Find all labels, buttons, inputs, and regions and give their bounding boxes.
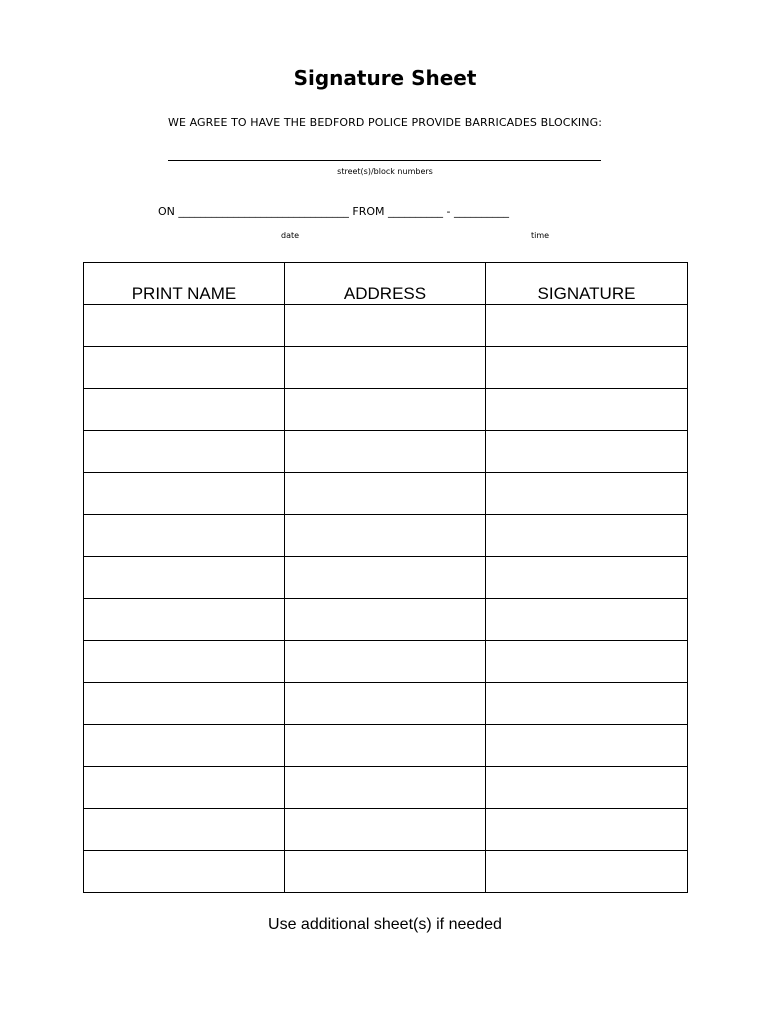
- signature-cell[interactable]: [486, 725, 688, 767]
- print-name-cell[interactable]: [84, 347, 285, 389]
- address-cell[interactable]: [285, 599, 486, 641]
- address-cell[interactable]: [285, 557, 486, 599]
- table-row: [84, 473, 688, 515]
- date-label: date: [281, 231, 300, 240]
- column-header-address: ADDRESS: [285, 263, 486, 305]
- table-row: [84, 683, 688, 725]
- column-header-print-name: PRINT NAME: [84, 263, 285, 305]
- signature-cell[interactable]: [486, 515, 688, 557]
- signature-cell[interactable]: [486, 431, 688, 473]
- table-row: [84, 641, 688, 683]
- streets-blank-line[interactable]: [168, 160, 601, 161]
- print-name-cell[interactable]: [84, 683, 285, 725]
- print-name-cell[interactable]: [84, 599, 285, 641]
- table-row: [84, 557, 688, 599]
- address-cell[interactable]: [285, 683, 486, 725]
- signature-table: [83, 262, 688, 893]
- print-name-cell[interactable]: [84, 851, 285, 893]
- table-row: [84, 389, 688, 431]
- address-cell[interactable]: [285, 347, 486, 389]
- footer-note: Use additional sheet(s) if needed: [268, 916, 502, 933]
- print-name-cell[interactable]: [84, 557, 285, 599]
- agreement-text: WE AGREE TO HAVE THE BEDFORD POLICE PROVIDE BARRICADES BLOCKING:: [167, 116, 603, 129]
- signature-cell[interactable]: [486, 389, 688, 431]
- print-name-cell[interactable]: [84, 809, 285, 851]
- print-name-cell[interactable]: [84, 641, 285, 683]
- print-name-cell[interactable]: [84, 473, 285, 515]
- address-cell[interactable]: [285, 851, 486, 893]
- address-cell[interactable]: [285, 725, 486, 767]
- streets-label: street(s)/block numbers: [337, 167, 433, 176]
- print-name-cell[interactable]: [84, 515, 285, 557]
- signature-cell[interactable]: [486, 347, 688, 389]
- address-cell[interactable]: [285, 641, 486, 683]
- signature-table-body: [84, 305, 688, 893]
- address-cell[interactable]: [285, 515, 486, 557]
- signature-cell[interactable]: [486, 599, 688, 641]
- signature-cell[interactable]: [486, 305, 688, 347]
- time-label: time: [531, 231, 550, 240]
- print-name-cell[interactable]: [84, 305, 285, 347]
- table-row: [84, 767, 688, 809]
- table-row: [84, 431, 688, 473]
- table-row: [84, 515, 688, 557]
- document-title: Signature Sheet: [293, 66, 477, 90]
- print-name-cell[interactable]: [84, 725, 285, 767]
- address-cell[interactable]: [285, 767, 486, 809]
- table-row: [84, 347, 688, 389]
- signature-cell[interactable]: [486, 641, 688, 683]
- address-cell[interactable]: [285, 473, 486, 515]
- table-row: [84, 305, 688, 347]
- print-name-cell[interactable]: [84, 389, 285, 431]
- table-row: [84, 599, 688, 641]
- table-header-row: [84, 263, 688, 305]
- table-row: [84, 851, 688, 893]
- schedule-line: ON _______________________________ FROM __________ - __________: [158, 205, 509, 218]
- column-header-signature: SIGNATURE: [486, 263, 688, 305]
- signature-cell[interactable]: [486, 767, 688, 809]
- address-cell[interactable]: [285, 389, 486, 431]
- address-cell[interactable]: [285, 305, 486, 347]
- print-name-cell[interactable]: [84, 431, 285, 473]
- address-cell[interactable]: [285, 431, 486, 473]
- signature-cell[interactable]: [486, 473, 688, 515]
- address-cell[interactable]: [285, 809, 486, 851]
- signature-cell[interactable]: [486, 809, 688, 851]
- signature-cell[interactable]: [486, 557, 688, 599]
- table-row: [84, 725, 688, 767]
- signature-cell[interactable]: [486, 851, 688, 893]
- signature-cell[interactable]: [486, 683, 688, 725]
- table-row: [84, 809, 688, 851]
- print-name-cell[interactable]: [84, 767, 285, 809]
